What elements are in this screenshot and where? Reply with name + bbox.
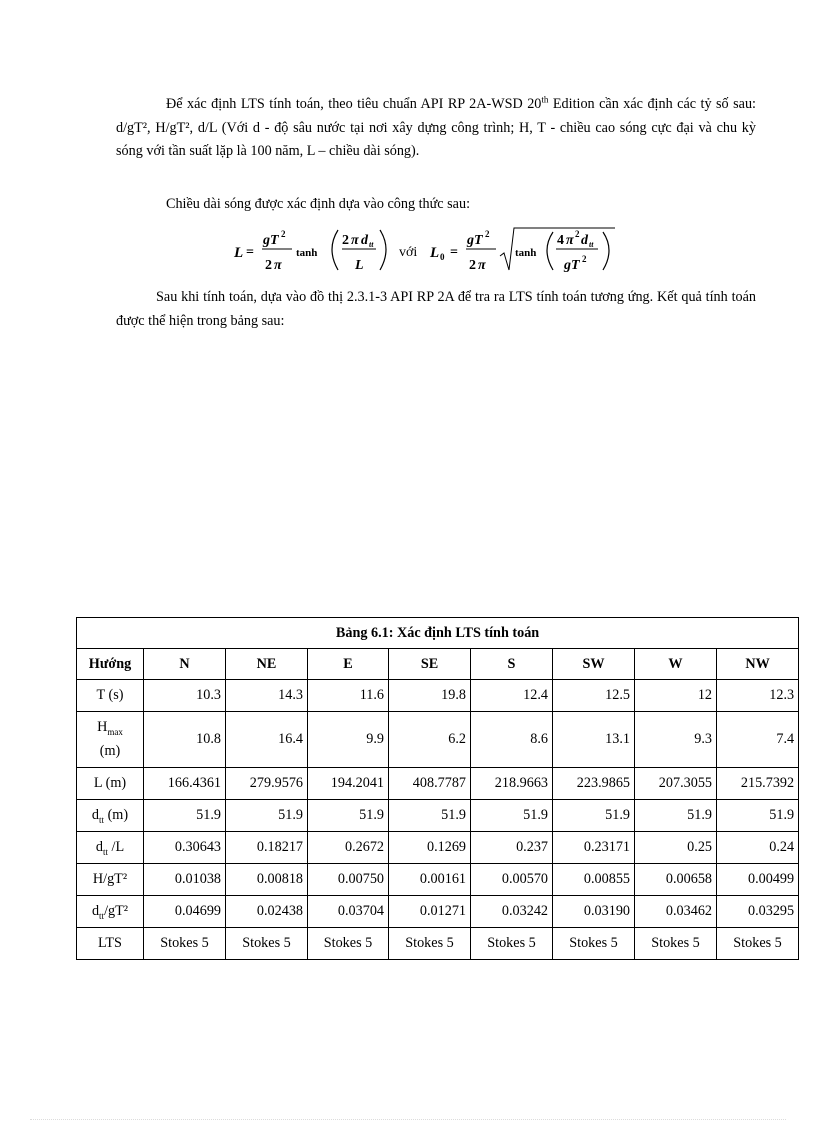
svg-text:2: 2 [485,229,490,239]
header-direction: SW [553,649,635,680]
page-bottom-divider [30,1119,786,1120]
table-cell: 12.3 [717,680,799,712]
table-cell: 0.24 [717,832,799,864]
svg-text:L: L [234,245,244,261]
table-cell: 8.6 [471,712,553,768]
table-cell: 0.03190 [553,896,635,928]
svg-text:π: π [566,233,574,248]
svg-text:d: d [361,233,368,248]
svg-text:L: L [430,245,440,261]
formula-connector: với [399,245,418,260]
header-direction: S [471,649,553,680]
row-label: H/gT² [77,864,144,896]
header-direction: W [635,649,717,680]
table-cell: 51.9 [226,800,308,832]
table-cell: 0.30643 [144,832,226,864]
row-label: $d_{tt}$ (m) [77,800,144,832]
formula-L0 [429,228,615,273]
table-cell: 51.9 [308,800,389,832]
table-cell: 0.23171 [553,832,635,864]
header-direction: NW [717,649,799,680]
table-cell: Stokes 5 [144,928,226,960]
table-cell: 166.4361 [144,768,226,800]
table-cell: 0.00658 [635,864,717,896]
header-direction-label: Hướng [77,649,144,680]
svg-text:2: 2 [342,233,349,248]
table-row-wavelength [77,768,799,800]
table-cell: 12 [635,680,717,712]
table-cell: Stokes 5 [389,928,471,960]
wave-length-formula [0,224,816,276]
table-cell: Stokes 5 [308,928,389,960]
table-cell: 0.04699 [144,896,226,928]
table-cell: 279.9576 [226,768,308,800]
header-direction: SE [389,649,471,680]
table-row-period [77,680,799,712]
svg-text:tt: tt [369,240,374,249]
table-cell: 0.03704 [308,896,389,928]
table-cell: 10.8 [144,712,226,768]
table-cell: Stokes 5 [471,928,553,960]
intro-paragraph [116,93,756,164]
table-title: Bảng 6.1: Xác định LTS tính toán [77,618,799,649]
row-label: T (s) [77,680,144,712]
table-cell: 11.6 [308,680,389,712]
table-cell: 207.3055 [635,768,717,800]
table-row-lts [77,928,799,960]
table-cell: 0.01271 [389,896,471,928]
row-label: $d_{tt}$/gT² [77,896,144,928]
table-cell: 13.1 [553,712,635,768]
table-cell: 0.00750 [308,864,389,896]
table-cell: 0.237 [471,832,553,864]
table-cell: Stokes 5 [717,928,799,960]
svg-text:=: = [246,245,254,260]
table-cell: 16.4 [226,712,308,768]
header-direction: NE [226,649,308,680]
svg-text:π: π [478,258,486,273]
table-cell: 51.9 [471,800,553,832]
table-cell: 0.25 [635,832,717,864]
svg-text:2: 2 [265,258,272,273]
table-cell: Stokes 5 [226,928,308,960]
svg-text:d: d [581,233,588,248]
header-direction: E [308,649,389,680]
svg-text:gT: gT [467,233,483,248]
table-cell: 0.2672 [308,832,389,864]
table-cell: 14.3 [226,680,308,712]
formula-intro: Chiều dài sóng được xác định dựa vào công thức sau: [166,196,471,212]
table-cell: 0.02438 [226,896,308,928]
table-cell: 0.00570 [471,864,553,896]
row-label: LTS [77,928,144,960]
table-cell: 51.9 [635,800,717,832]
table-cell: 19.8 [389,680,471,712]
table-cell: 12.5 [553,680,635,712]
table-cell: 0.00855 [553,864,635,896]
formula-L [233,229,386,273]
row-label: $H_{max}$ (m) [77,712,144,768]
row-label: L (m) [77,768,144,800]
table-cell: 194.2041 [308,768,389,800]
table-cell: 51.9 [717,800,799,832]
svg-text:2: 2 [582,254,587,264]
table-cell: 0.03295 [717,896,799,928]
table-cell: 0.00161 [389,864,471,896]
table-row-depth [77,800,799,832]
table-row-d-ratio [77,896,799,928]
table-cell: 408.7787 [389,768,471,800]
header-direction: N [144,649,226,680]
table-cell: 0.03242 [471,896,553,928]
table-cell: 218.9663 [471,768,553,800]
table-cell: 0.01038 [144,864,226,896]
svg-text:4: 4 [557,233,564,248]
table-cell: Stokes 5 [553,928,635,960]
table-cell: 51.9 [389,800,471,832]
table-cell: 0.00499 [717,864,799,896]
result-paragraph: Sau khi tính toán, dựa vào đồ thị 2.3.1-3 API RP 2A để tra ra LTS tính toán tương ứng. Kết quả tính toán được thể hiện trong bảng sau: [116,289,756,329]
table-cell: 51.9 [553,800,635,832]
intro-text-a: Để xác định LTS tính toán, theo tiêu chuẩn API RP 2A-WSD 20 [166,96,542,112]
table-cell: 223.9865 [553,768,635,800]
svg-text:2: 2 [281,229,286,239]
table-cell: 7.4 [717,712,799,768]
table-row-h-ratio [77,864,799,896]
svg-text:2: 2 [469,258,476,273]
table-cell: 6.2 [389,712,471,768]
svg-text:π: π [351,233,359,248]
svg-text:L: L [355,258,364,273]
table-cell: 0.00818 [226,864,308,896]
table-cell: 9.3 [635,712,717,768]
table-row-depth-ratio [77,832,799,864]
table-row-hmax [77,712,799,768]
table-cell: 215.7392 [717,768,799,800]
table-cell: 10.3 [144,680,226,712]
table-cell: 0.1269 [389,832,471,864]
table-cell: 12.4 [471,680,553,712]
table-cell: 0.18217 [226,832,308,864]
edition-superscript: th [541,94,549,105]
svg-text:gT: gT [564,258,580,273]
table-cell: 0.03462 [635,896,717,928]
intro-text-b: Edition cần xác định các tỷ số sau: d/gT², H/gT², d/L (Với d - độ sâu nước tại nơi xây dựng công trình; H, T - chiều cao sóng cực đại và chu kỳ sóng với tần suất lặp là 100 năm, L – chiều dài sóng). [116,96,756,159]
svg-text:=: = [450,245,458,260]
table-cell: 51.9 [144,800,226,832]
lts-table [76,617,799,960]
svg-text:tt: tt [589,240,594,249]
table-cell: 9.9 [308,712,389,768]
table-cell: Stokes 5 [635,928,717,960]
svg-text:2: 2 [575,229,580,239]
table-header-row [77,649,799,680]
svg-text:gT: gT [263,233,279,248]
tanh-label: tanh [296,247,318,259]
svg-text:π: π [274,258,282,273]
svg-text:0: 0 [440,252,445,262]
row-label: $d_{tt}$ /L [77,832,144,864]
tanh-label-2: tanh [515,247,537,259]
